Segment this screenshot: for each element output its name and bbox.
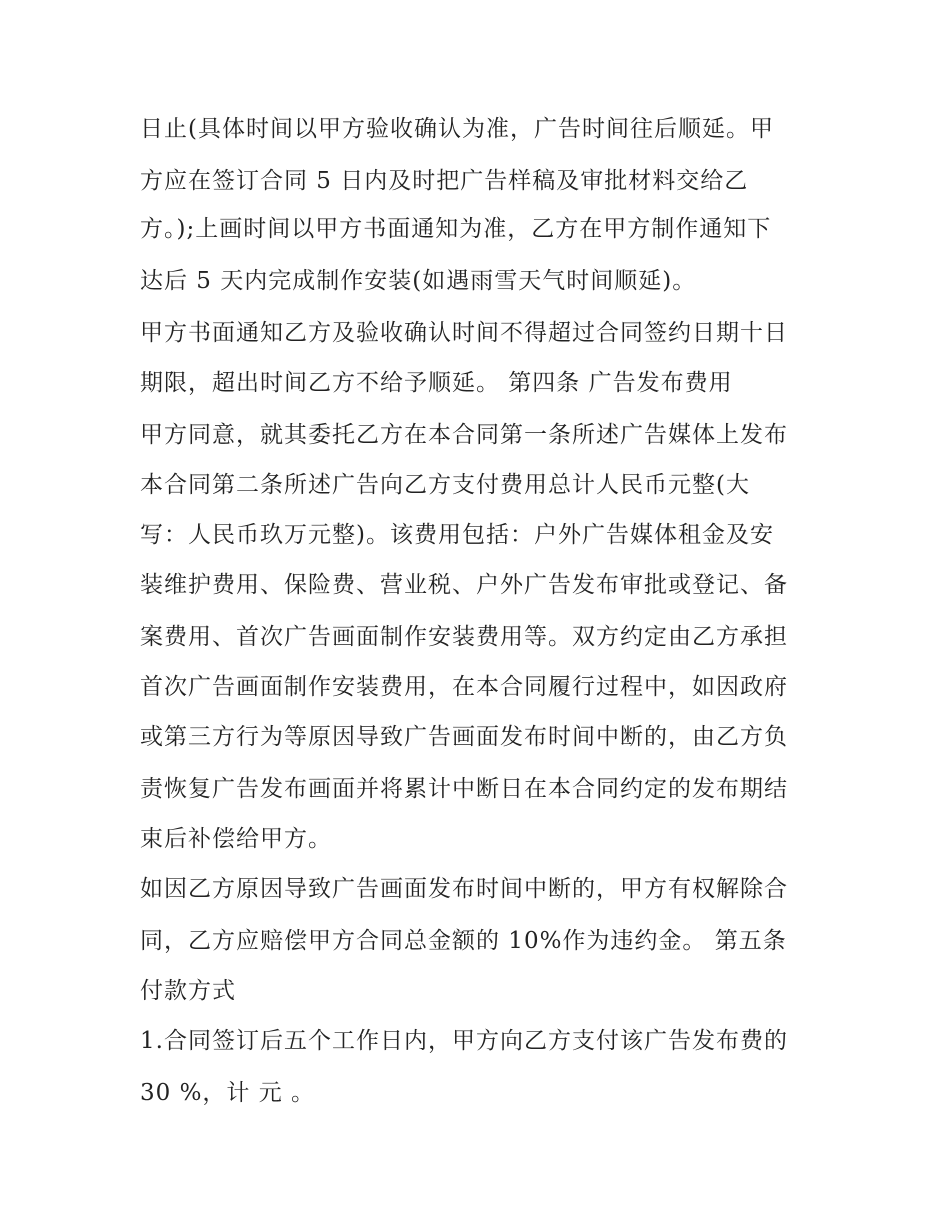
text-line: 同，乙方应赔偿甲方合同总金额的 10%作为违约金。 第五条 xyxy=(140,928,787,954)
text-line: 30 %，计 元 。 xyxy=(140,1080,316,1106)
text-line: 方应在签订合同 5 日内及时把广告样稿及审批材料交给乙 xyxy=(140,168,749,194)
text-line: 方。);上画时间以甲方书面通知为准，乙方在甲方制作通知下 xyxy=(140,216,772,242)
text-line: 期限，超出时间乙方不给予顺延。 第四条 广告发布费用 xyxy=(140,370,733,396)
text-line: 日止(具体时间以甲方验收确认为准，广告时间往后顺延。甲 xyxy=(140,116,774,142)
text-line: 本合同第二条所述广告向乙方支付费用总计人民币元整(大 xyxy=(140,472,750,498)
text-line: 首次广告画面制作安装费用，在本合同履行过程中，如因政府 xyxy=(140,674,788,700)
text-line: 写：人民币玖万元整)。该费用包括：户外广告媒体租金及安 xyxy=(140,522,774,548)
text-line: 达后 5 天内完成制作安装(如遇雨雪天气时间顺延)。 xyxy=(140,268,697,294)
text-line: 甲方书面通知乙方及验收确认时间不得超过合同签约日期十日 xyxy=(140,320,788,346)
text-line: 甲方同意，就其委托乙方在本合同第一条所述广告媒体上发布 xyxy=(140,422,788,448)
text-line: 付款方式 xyxy=(140,978,236,1004)
text-line: 如因乙方原因导致广告画面发布时间中断的，甲方有权解除合 xyxy=(140,876,788,902)
text-line: 装维护费用、保险费、营业税、户外广告发布审批或登记、备 xyxy=(140,572,788,598)
text-line: 1.合同签订后五个工作日内，甲方向乙方支付该广告发布费的 xyxy=(140,1028,788,1054)
text-line: 束后补偿给甲方。 xyxy=(140,826,332,852)
text-line: 责恢复广告发布画面并将累计中断日在本合同约定的发布期结 xyxy=(140,776,788,802)
text-line: 案费用、首次广告画面制作安装费用等。双方约定由乙方承担 xyxy=(140,624,788,650)
text-line: 或第三方行为等原因导致广告画面发布时间中断的，由乙方负 xyxy=(140,724,788,750)
